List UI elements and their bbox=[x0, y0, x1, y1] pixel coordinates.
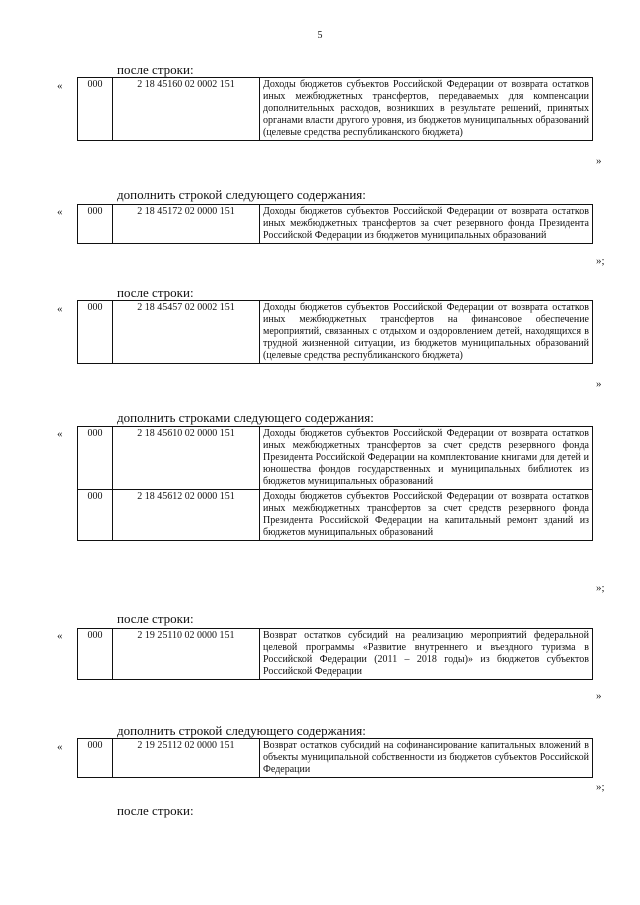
description-cell: Доходы бюджетов субъектов Российской Федерации от возврата остатков иных межбюджетных трансфертов за счет средств резервного фонда Президента Российской Федерации на комплектование книгами для детей и юношества фондов государственных и муниципальных библиотек из бюджетов муниципальных образований bbox=[260, 427, 593, 490]
classification-table bbox=[77, 426, 593, 541]
section-heading: после строки: bbox=[117, 62, 194, 77]
admin-code-cell: 000 bbox=[78, 490, 113, 541]
table-row bbox=[78, 78, 593, 141]
admin-code-cell: 000 bbox=[78, 78, 113, 141]
classification-table bbox=[77, 204, 593, 244]
closing-quote: »; bbox=[596, 255, 605, 267]
budget-code-cell: 2 19 25110 02 0000 151 bbox=[113, 629, 260, 680]
closing-quote: » bbox=[596, 378, 602, 390]
admin-code-cell: 000 bbox=[78, 301, 113, 364]
section-heading: дополнить строкой следующего содержания: bbox=[117, 187, 366, 202]
budget-code-cell: 2 18 45172 02 0000 151 bbox=[113, 205, 260, 244]
description-cell: Доходы бюджетов субъектов Российской Федерации от возврата остатков иных межбюджетных трансфертов на финансовое обеспечение мероприятий, связанных с отдыхом и оздоровлением детей, находящихся в трудной жизненной ситуации, из бюджетов муниципальных образований (целевые средства республиканского бюджета) bbox=[260, 301, 593, 364]
description-cell: Доходы бюджетов субъектов Российской Федерации от возврата остатков иных межбюджетных трансфертов за счет средств резервного фонда Президента Российской Федерации на капитальный ремонт зданий из бюджетов муниципальных образований bbox=[260, 490, 593, 541]
admin-code-cell: 000 bbox=[78, 739, 113, 778]
classification-table bbox=[77, 628, 593, 680]
classification-table bbox=[77, 77, 593, 141]
closing-quote: » bbox=[596, 690, 602, 702]
table-row bbox=[78, 427, 593, 490]
opening-quote: « bbox=[57, 741, 63, 753]
closing-quote: »; bbox=[596, 781, 605, 793]
section-heading: дополнить строкой следующего содержания: bbox=[117, 723, 366, 738]
admin-code-cell: 000 bbox=[78, 427, 113, 490]
opening-quote: « bbox=[57, 303, 63, 315]
description-cell: Возврат остатков субсидий на софинансирование капитальных вложений в объекты муниципальной собственности из бюджетов субъектов Российской Федерации bbox=[260, 739, 593, 778]
table-row bbox=[78, 301, 593, 364]
section-heading: после строки: bbox=[117, 803, 194, 818]
budget-code-cell: 2 18 45160 02 0002 151 bbox=[113, 78, 260, 141]
opening-quote: « bbox=[57, 630, 63, 642]
closing-quote: »; bbox=[596, 582, 605, 594]
closing-quote: » bbox=[596, 155, 602, 167]
table-row bbox=[78, 739, 593, 778]
admin-code-cell: 000 bbox=[78, 205, 113, 244]
page-number: 5 bbox=[317, 30, 323, 41]
classification-table bbox=[77, 738, 593, 778]
budget-code-cell: 2 19 25112 02 0000 151 bbox=[113, 739, 260, 778]
opening-quote: « bbox=[57, 206, 63, 218]
budget-code-cell: 2 18 45612 02 0000 151 bbox=[113, 490, 260, 541]
admin-code-cell: 000 bbox=[78, 629, 113, 680]
opening-quote: « bbox=[57, 80, 63, 92]
table-row bbox=[78, 629, 593, 680]
budget-code-cell: 2 18 45610 02 0000 151 bbox=[113, 427, 260, 490]
budget-code-cell: 2 18 45457 02 0002 151 bbox=[113, 301, 260, 364]
table-row bbox=[78, 490, 593, 541]
classification-table bbox=[77, 300, 593, 364]
table-row bbox=[78, 205, 593, 244]
section-heading: после строки: bbox=[117, 285, 194, 300]
opening-quote: « bbox=[57, 428, 63, 440]
description-cell: Доходы бюджетов субъектов Российской Федерации от возврата остатков иных межбюджетных трансфертов, передаваемых для компенсации дополнительных расходов, возникших в результате решений, принятых органами власти другого уровня, из бюджетов муниципальных образований (целевые средства республиканского бюджета) bbox=[260, 78, 593, 141]
section-heading: дополнить строками следующего содержания: bbox=[117, 410, 374, 425]
description-cell: Возврат остатков субсидий на реализацию мероприятий федеральной целевой программы «Развитие внутреннего и въездного туризма в Российской Федерации (2011 – 2018 годы)» из бюджетов субъектов Российской Федерации bbox=[260, 629, 593, 680]
description-cell: Доходы бюджетов субъектов Российской Федерации от возврата остатков иных межбюджетных трансфертов за счет резервного фонда Президента Российской Федерации из бюджетов муниципальных образований bbox=[260, 205, 593, 244]
section-heading: после строки: bbox=[117, 611, 194, 626]
